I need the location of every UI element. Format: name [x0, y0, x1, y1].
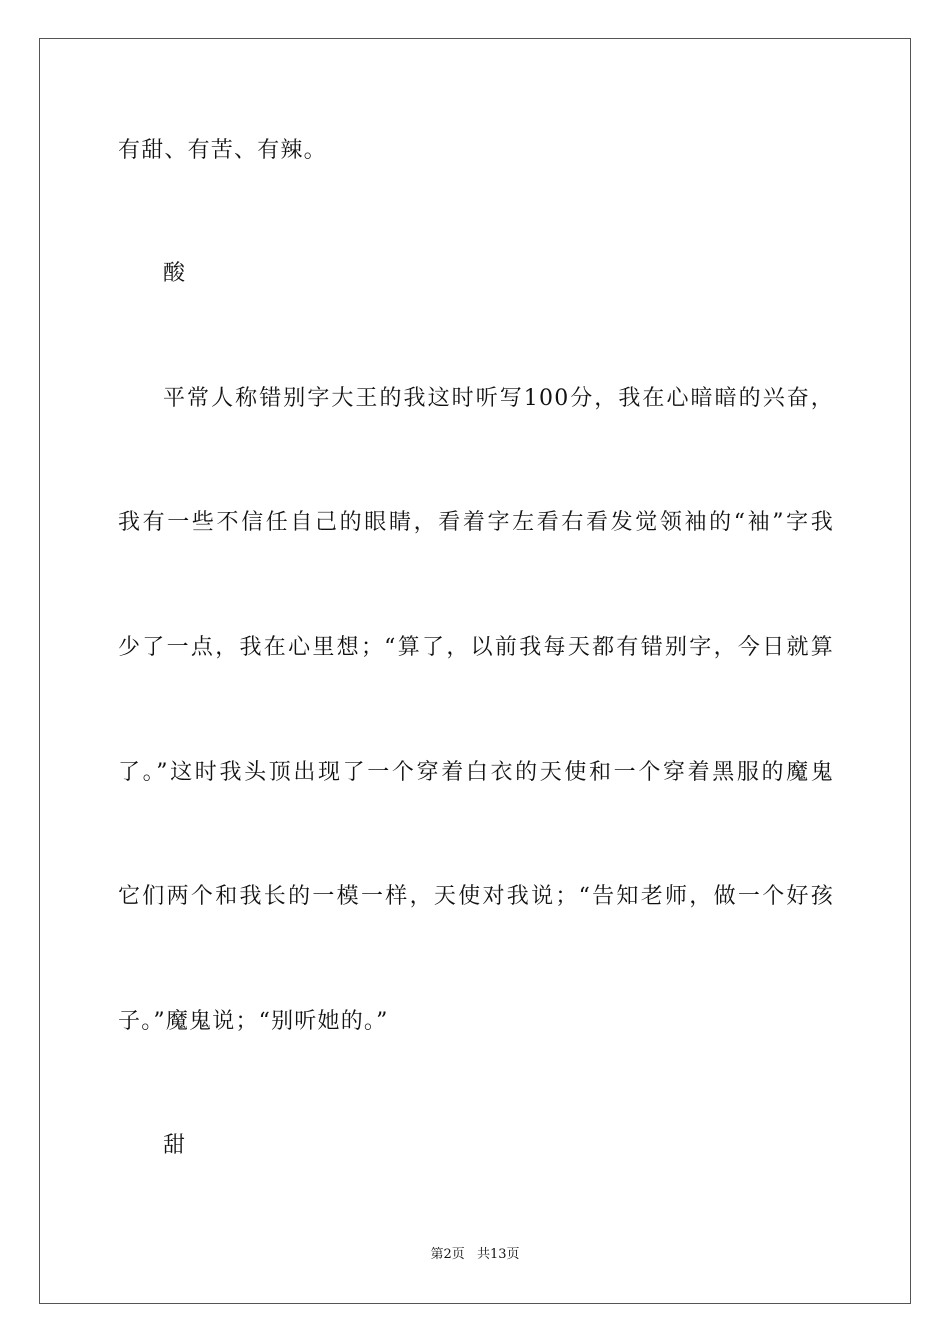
paragraph-line-2: 平常人称错别字大王的我这时听写100分，我在心暗暗的兴奋，	[163, 386, 834, 411]
page-total: 共13页	[476, 1247, 520, 1262]
section-heading-sour: 酸	[163, 261, 187, 286]
page-number: 第2页	[430, 1247, 465, 1262]
paragraph-line-5: 了。”这时我头顶出现了一个穿着白衣的天使和一个穿着黑服的魔鬼	[118, 760, 834, 785]
paragraph-line-3: 我有一些不信任自己的眼睛，看着字左看右看发觉领袖的“袖”字我	[118, 510, 834, 535]
paragraph-line-7: 子。”魔鬼说；“别听她的。”	[118, 1009, 389, 1034]
page-border	[39, 38, 911, 1304]
page-footer	[0, 1246, 950, 1264]
paragraph-line-4: 少了一点，我在心里想；“算了，以前我每天都有错别字，今日就算	[118, 635, 834, 660]
paragraph-line-1: 有甜、有苦、有辣。	[118, 138, 327, 163]
section-heading-sweet: 甜	[163, 1133, 187, 1158]
paragraph-line-6: 它们两个和我长的一模一样，天使对我说；“告知老师，做一个好孩	[118, 884, 834, 909]
